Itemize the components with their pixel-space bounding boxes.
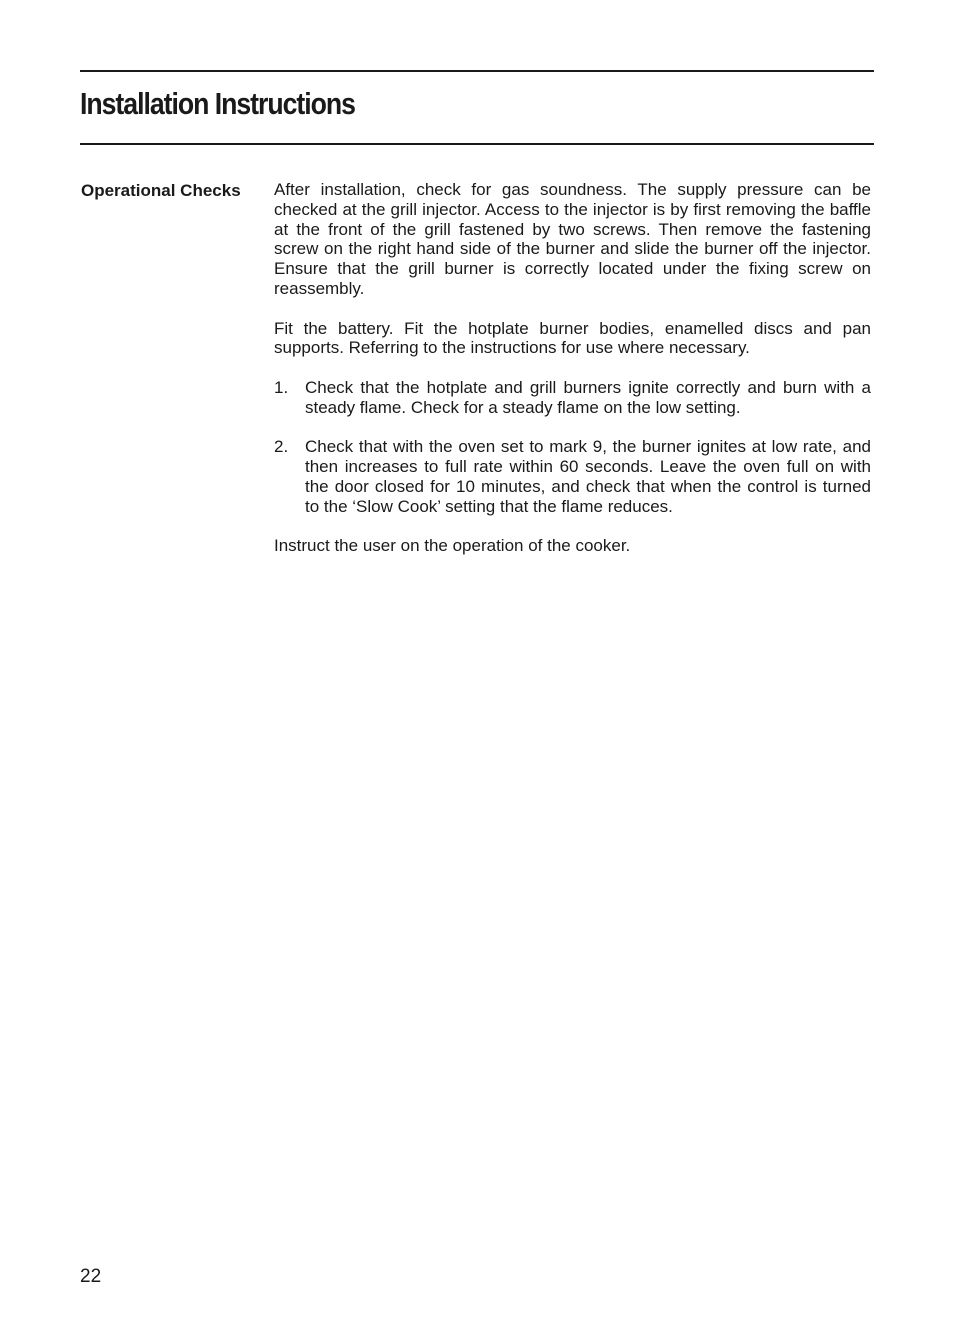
check-steps-list [274, 378, 871, 517]
step-number: 1. [274, 377, 289, 397]
page-number: 22 [80, 1266, 102, 1287]
list-item [274, 437, 871, 516]
header-bottom-rule [80, 143, 874, 145]
header-top-rule [80, 70, 874, 72]
step-text: Check that the hotplate and grill burners ignite correctly and burn with a steady flame. Check for a steady flame on the low setting. [305, 377, 871, 417]
paragraph-fit-battery: Fit the battery. Fit the hotplate burner bodies, enamelled discs and pan supports. Referring to the instructions for use where necessary. [274, 318, 871, 358]
section-body [274, 180, 871, 576]
step-number: 2. [274, 437, 289, 457]
paragraph-instruct-user: Instruct the user on the operation of the cooker. [274, 536, 631, 556]
paragraph-gas-soundness: After installation, check for gas soundness. The supply pressure can be checked at the grill injector. Access to the injector is by first removing the baffle at the front of the grill fastened by two screws. Then remove the fastening screw on the right hand side of the burner and slide the burner off the injector. Ensure that the grill burner is correctly located under the fixing screw on reassembly. [274, 180, 871, 298]
list-item [274, 378, 871, 418]
page-title: Installation Instructions [80, 86, 355, 121]
step-text: Check that with the oven set to mark 9, the burner ignites at low rate, and then increases to full rate within 60 seconds. Leave the oven full on with the door closed for 10 minutes, and check that when the control is turned to the ‘Slow Cook’ setting that the flame reduces. [305, 437, 871, 516]
section-heading: Operational Checks [81, 181, 241, 200]
